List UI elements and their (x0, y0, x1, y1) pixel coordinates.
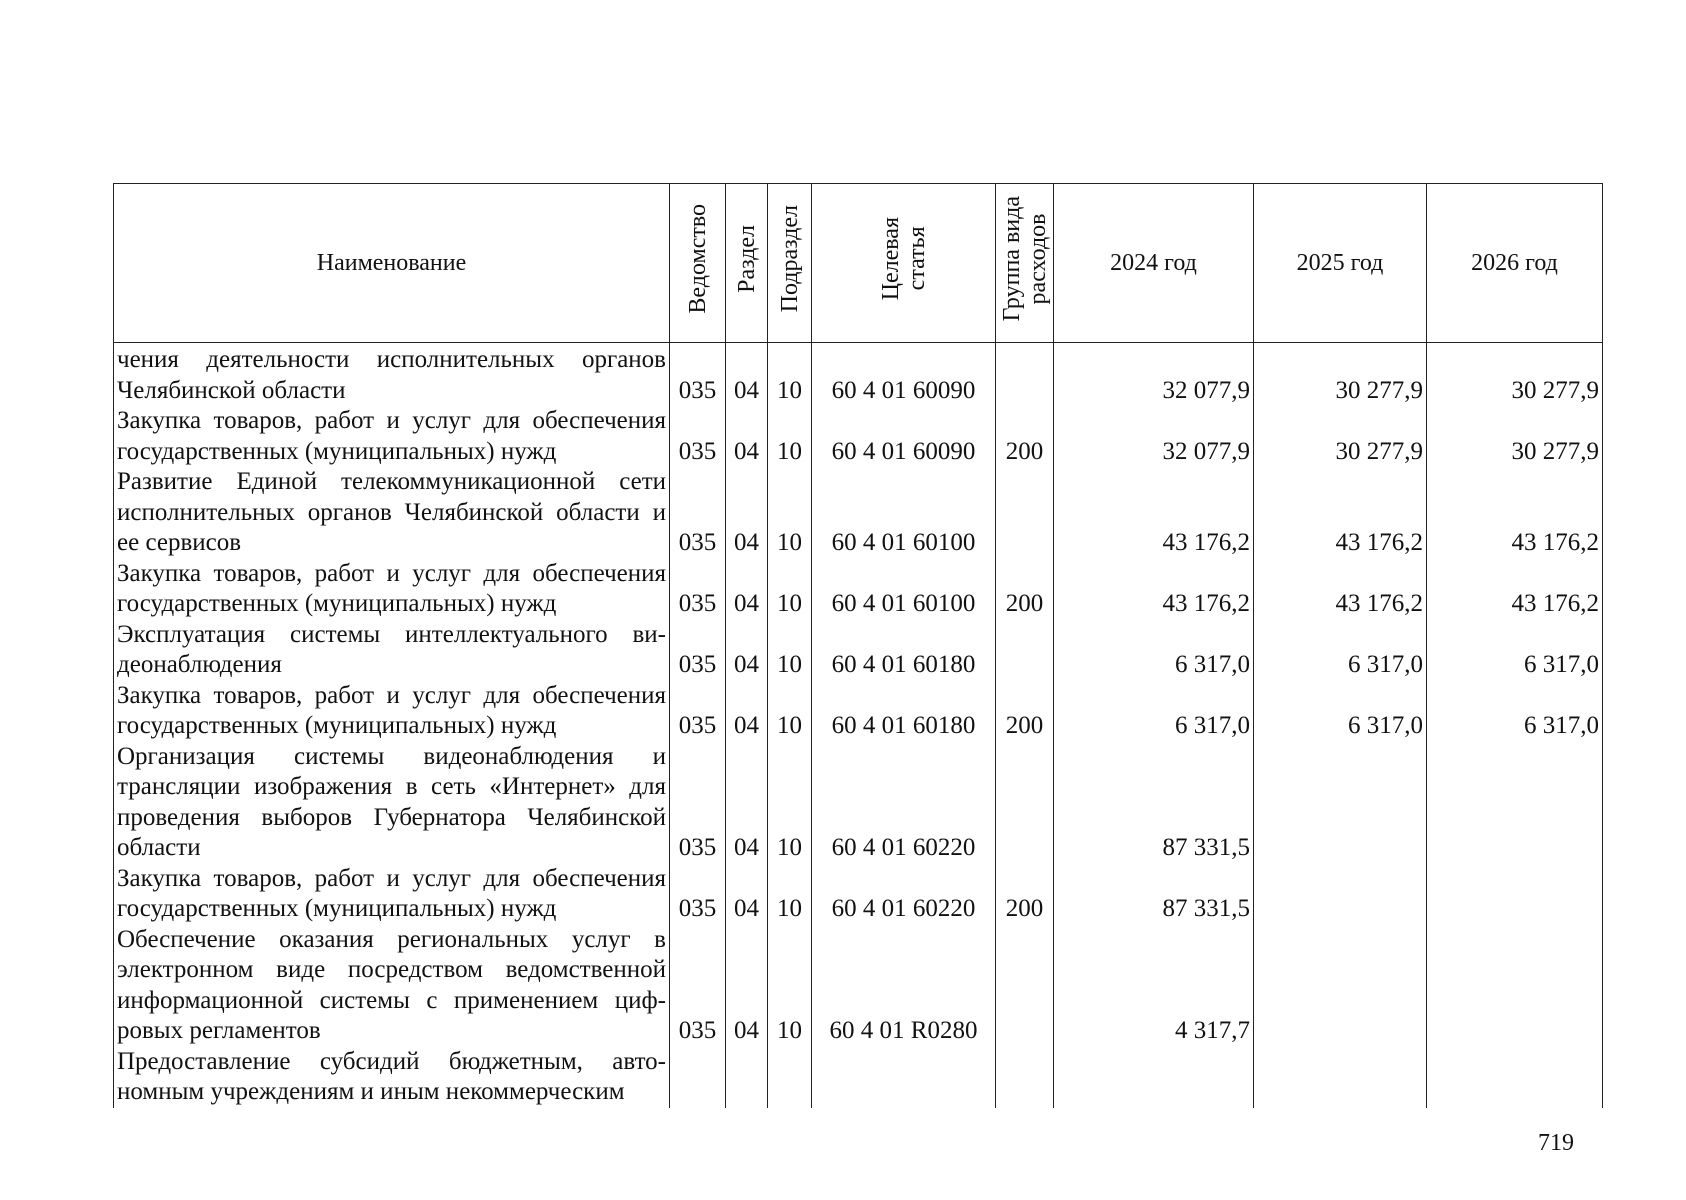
cell-name: Закупка товаров, работ и услуг для обеспечения государственных (муниципальных) нужд (114, 406, 670, 467)
cell-2024: 87 331,5 (1054, 864, 1254, 925)
cell-2026: 30 277,9 (1427, 343, 1603, 407)
cell-2024: 6 317,0 (1054, 681, 1254, 742)
cell-2026: 6 317,0 (1427, 620, 1603, 681)
header-expense-group: Группа вида расходов (996, 184, 1054, 343)
cell-section (726, 1047, 768, 1108)
cell-expense-group (996, 925, 1054, 1047)
cell-expense-group (996, 467, 1054, 559)
cell-expense-group (996, 1047, 1054, 1108)
cell-expense-group (996, 742, 1054, 864)
cell-expense-group: 200 (996, 864, 1054, 925)
cell-subsection: 10 (768, 467, 812, 559)
cell-2024: 43 176,2 (1054, 467, 1254, 559)
cell-2025 (1254, 1047, 1427, 1108)
cell-subsection: 10 (768, 925, 812, 1047)
cell-target-article: 60 4 01 60090 (812, 406, 996, 467)
cell-2024 (1054, 1047, 1254, 1108)
cell-name: Обеспечение оказания региональных услуг в электронном виде посредством ведомственной информационной системы с применением циф-ровых регламентов (114, 925, 670, 1047)
cell-name: Развитие Единой телекоммуникационной сети исполнительных органов Челябинской области и ее сервисов (114, 467, 670, 559)
cell-2025 (1254, 864, 1427, 925)
cell-2025: 6 317,0 (1254, 681, 1427, 742)
cell-target-article: 60 4 01 60180 (812, 620, 996, 681)
cell-target-article (812, 1047, 996, 1108)
cell-expense-group: 200 (996, 681, 1054, 742)
header-year-2024: 2024 год (1054, 184, 1254, 343)
cell-2025: 30 277,9 (1254, 406, 1427, 467)
cell-section: 04 (726, 681, 768, 742)
cell-department: 035 (670, 406, 726, 467)
table-row (114, 1047, 1603, 1108)
cell-subsection: 10 (768, 406, 812, 467)
table-row (114, 559, 1603, 620)
cell-name: Организация системы видеонаблюдения и трансляции изображения в сеть «Интернет» для проведения выборов Губернатора Челябинской области (114, 742, 670, 864)
cell-2026 (1427, 864, 1603, 925)
header-subsection: Подраздел (768, 184, 812, 343)
cell-2024: 43 176,2 (1054, 559, 1254, 620)
cell-2025 (1254, 742, 1427, 864)
cell-department: 035 (670, 467, 726, 559)
cell-expense-group: 200 (996, 406, 1054, 467)
table-row (114, 343, 1603, 407)
cell-2025: 30 277,9 (1254, 343, 1427, 407)
table-row (114, 742, 1603, 864)
cell-department: 035 (670, 925, 726, 1047)
cell-2026 (1427, 742, 1603, 864)
table-row (114, 864, 1603, 925)
header-year-2026: 2026 год (1427, 184, 1603, 343)
cell-department: 035 (670, 559, 726, 620)
table-header-row (114, 184, 1603, 343)
header-year-2025: 2025 год (1254, 184, 1427, 343)
cell-name: Предоставление субсидий бюджетным, авто-номным учреждениям и иным некоммерческим (114, 1047, 670, 1108)
cell-section: 04 (726, 925, 768, 1047)
cell-2026 (1427, 925, 1603, 1047)
cell-2026: 30 277,9 (1427, 406, 1603, 467)
header-target-article: Целевая статья (812, 184, 996, 343)
cell-subsection: 10 (768, 681, 812, 742)
cell-2026: 6 317,0 (1427, 681, 1603, 742)
cell-expense-group (996, 343, 1054, 407)
cell-name: Закупка товаров, работ и услуг для обеспечения государственных (муниципальных) нужд (114, 864, 670, 925)
cell-name: Эксплуатация системы интеллектуального ви-деонаблюдения (114, 620, 670, 681)
header-department: Ведомство (670, 184, 726, 343)
cell-department: 035 (670, 343, 726, 407)
cell-target-article: 60 4 01 60090 (812, 343, 996, 407)
cell-2024: 6 317,0 (1054, 620, 1254, 681)
page-number: 719 (1538, 1130, 1574, 1156)
cell-2025: 43 176,2 (1254, 559, 1427, 620)
cell-2024: 87 331,5 (1054, 742, 1254, 864)
table-body (114, 343, 1603, 1108)
cell-section: 04 (726, 620, 768, 681)
cell-subsection: 10 (768, 742, 812, 864)
cell-section: 04 (726, 742, 768, 864)
cell-2026: 43 176,2 (1427, 467, 1603, 559)
budget-table (113, 183, 1603, 1108)
cell-target-article: 60 4 01 60100 (812, 467, 996, 559)
cell-section: 04 (726, 467, 768, 559)
cell-expense-group (996, 620, 1054, 681)
cell-2025 (1254, 925, 1427, 1047)
cell-2024: 32 077,9 (1054, 406, 1254, 467)
cell-2025: 6 317,0 (1254, 620, 1427, 681)
cell-department: 035 (670, 620, 726, 681)
cell-2026: 43 176,2 (1427, 559, 1603, 620)
cell-target-article: 60 4 01 60220 (812, 742, 996, 864)
cell-target-article: 60 4 01 R0280 (812, 925, 996, 1047)
cell-department (670, 1047, 726, 1108)
cell-subsection: 10 (768, 864, 812, 925)
table-row (114, 925, 1603, 1047)
cell-section: 04 (726, 864, 768, 925)
cell-2025: 43 176,2 (1254, 467, 1427, 559)
cell-target-article: 60 4 01 60100 (812, 559, 996, 620)
table-row (114, 467, 1603, 559)
cell-name: Закупка товаров, работ и услуг для обеспечения государственных (муниципальных) нужд (114, 559, 670, 620)
cell-name: Закупка товаров, работ и услуг для обеспечения государственных (муниципальных) нужд (114, 681, 670, 742)
cell-name: чения деятельности исполнительных органов Челябинской области (114, 343, 670, 407)
cell-subsection: 10 (768, 559, 812, 620)
cell-section: 04 (726, 406, 768, 467)
table-row (114, 406, 1603, 467)
header-name: Наименование (114, 184, 670, 343)
cell-department: 035 (670, 681, 726, 742)
cell-2024: 32 077,9 (1054, 343, 1254, 407)
header-section: Раздел (726, 184, 768, 343)
cell-subsection: 10 (768, 620, 812, 681)
cell-2026 (1427, 1047, 1603, 1108)
cell-2024: 4 317,7 (1054, 925, 1254, 1047)
cell-target-article: 60 4 01 60180 (812, 681, 996, 742)
cell-target-article: 60 4 01 60220 (812, 864, 996, 925)
cell-department: 035 (670, 742, 726, 864)
table-row (114, 620, 1603, 681)
cell-section: 04 (726, 559, 768, 620)
cell-department: 035 (670, 864, 726, 925)
cell-subsection (768, 1047, 812, 1108)
cell-expense-group: 200 (996, 559, 1054, 620)
table-row (114, 681, 1603, 742)
cell-section: 04 (726, 343, 768, 407)
cell-subsection: 10 (768, 343, 812, 407)
